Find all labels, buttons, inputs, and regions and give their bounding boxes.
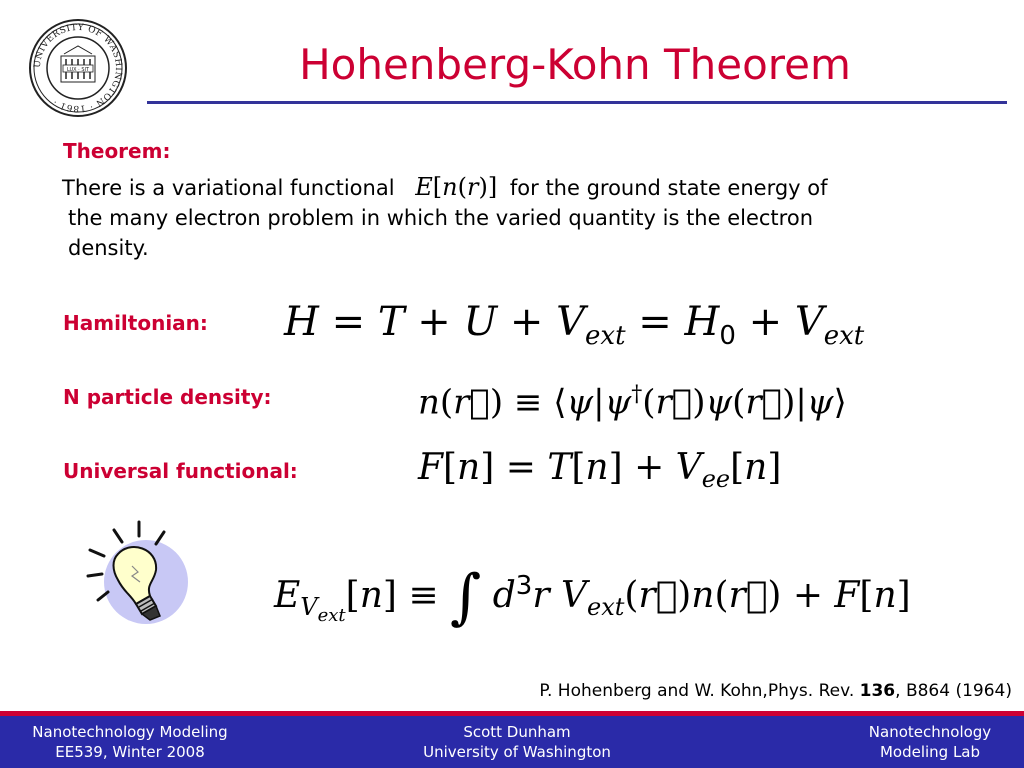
footer-author-affiliation: University of Washington	[423, 743, 611, 761]
footer-lab	[830, 722, 1024, 762]
energy-functional-equation: $E_{V_{ext}}[n]$ ≡ ∫ $d^3r$ $V_{ext}(r⃗)n(r⃗) + F[n]$	[274, 562, 911, 632]
footer-lab-line-2: Modeling Lab	[879, 743, 981, 761]
theorem-text-after: for the ground state energy of	[509, 176, 828, 200]
footer-author-name: Scott Dunham	[463, 723, 571, 741]
footer-course	[10, 722, 250, 762]
footer-course-title: Nanotechnology Modeling	[32, 723, 228, 741]
footer-course-term: EE539, Winter 2008	[55, 743, 205, 761]
theorem-label: Theorem:	[63, 139, 171, 163]
citation	[539, 680, 1012, 702]
university-seal-logo	[28, 18, 128, 118]
footer-author	[392, 722, 642, 762]
energy-functional-formula: E[n(r)]	[415, 173, 498, 201]
citation-volume: 136	[859, 681, 896, 701]
theorem-line-3: density.	[68, 236, 149, 260]
theorem-line-1	[62, 172, 828, 203]
hamiltonian-equation: $H = T + U + V_{ext} = H_0 + V_{ext}$	[284, 299, 865, 351]
theorem-text-before: There is a variational functional	[62, 176, 395, 200]
citation-pages: , B864 (1964)	[895, 681, 1012, 701]
density-equation: n(r⃗) ≡ ⟨ψ|ψ†(r⃗)ψ(r⃗)|ψ⟩	[418, 382, 847, 423]
lightbulb-icon	[84, 520, 194, 630]
footer-lab-line-1: Nanotechnology	[868, 723, 992, 741]
citation-text: P. Hohenberg and W. Kohn,Phys. Rev.	[539, 681, 860, 701]
universal-functional-label: Universal functional:	[63, 459, 298, 483]
hamiltonian-label: Hamiltonian:	[63, 311, 208, 335]
theorem-line-2: the many electron problem in which the varied quantity is the electron	[68, 206, 813, 230]
slide-title: Hohenberg-Kohn Theorem	[299, 40, 851, 89]
density-label: N particle density:	[63, 385, 272, 409]
universal-functional-equation: $F[n] = T[n] + V_{ee}[n]$	[418, 447, 782, 494]
seal-text: UNIVERSITY OF WASHINGTON · 1861 ·	[32, 22, 124, 114]
seal-banner: LUX · SIT	[66, 67, 90, 73]
title-divider	[147, 101, 1007, 104]
footer	[0, 716, 1024, 768]
